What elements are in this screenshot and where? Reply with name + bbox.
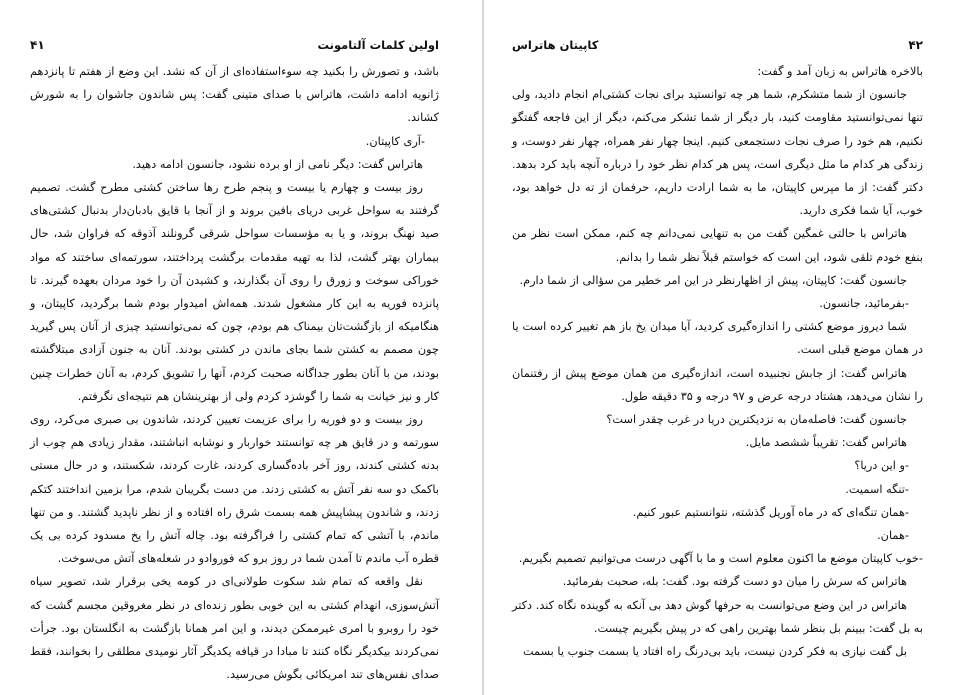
paragraph: هاتراس گفت: دیگر نامی از او برده نشود، جانسون ادامه دهید. bbox=[132, 157, 423, 171]
paragraph: جانسون گفت: کاپیتان، پیش از اظهارنظر در این امر خطیر من سؤالی از شما دارم. bbox=[519, 273, 907, 287]
right-page-body bbox=[512, 60, 923, 663]
right-page-running-title: کاپیتان هاتراس bbox=[512, 38, 599, 52]
paragraph: بل گفت نیازی به فکر کردن نیست، باید بی‌درنگ راه افتاد یا بسمت جنوب یا بسمت bbox=[522, 645, 907, 659]
paragraph: جانسون گفت: فاصله‌مان به نزدیکترین دریا در غرب چقدر است؟ bbox=[606, 413, 907, 427]
paragraph: بالاخره هاتراس به زبان آمد و گفت: bbox=[757, 65, 923, 78]
paragraph: هاتراس گفت: از جابش نجنبیده است، اندازه‌گیری من همان موضع پیش از رفتنمان را نشان می‌دهد، هشتاد درجه عرض و ۹۷ درجه و ۳۵ دقیقه طول. bbox=[512, 366, 923, 403]
dialogue-line: -همان تنگه‌ای که در ماه آوریل گذشته، نتوانستیم عبور کنیم. bbox=[632, 505, 909, 519]
paragraph: هاتراس با حالتی غمگین گفت من به تنهایی نمی‌دانم چه کنم، ممکن است نظر من بنفع خودم تلقی شود، این است که خواستم قبلاً نظر شما را بدانم. bbox=[512, 227, 923, 264]
paragraph: شما دیروز موضع کشتی را اندازه‌گیری کردید، آیا میدان یخ باز هم تغییر کرده است یا در همان موضع قبلی است. bbox=[512, 320, 923, 357]
right-page-number: ۴۲ bbox=[908, 38, 923, 52]
paragraph: نقل واقعه که تمام شد سکوت طولانی‌ای در کومه یخی برقرار شد، تصویر سیاه آتش‌سوزی، انهدام کشتی به این خوبی بطور زنده‌ای در نظر مغروقین مجسم گشت که خود را روبرو با امری غیرممکن دیدند، و این امر همانا بازگشت به انگلستان بود. جرأت نمی‌کردند بیکدیگر نگاه کنند تا مبادا در قیافه یکدیگر آثار نومیدی مطلقی را بخوانند، فقط صدای نفس‌های تند امریکائی بگوش می‌رسید. bbox=[30, 575, 439, 682]
paragraph: روز بیست و چهارم یا بیست و پنجم طرح رها ساختن کشتی مطرح گشت. تصمیم گرفتند به سواحل غربی دریای بافین بروند و از آنجا با قایق بادبان‌دار بدنبال کشتی‌های صید نهنگ بروند، و یا به مؤسسات سواحل شرقی گرونلند آذوقه که فراوان شد، حال بیماران بهتر گشت، لذا به تهیه مقدمات برگشت پرداختند، سورتمه‌ای ساختند که مواد خوراکی سوخت و زورق را روی آن بگذارند، و کشیدن آن را خود مردان بعهده گیرند. تا پانزده فوریه به این کار مشغول شدند. همه‌اش امیدوار بودم شما برگردید، کاپیتان، و هنگامیکه از بازگشت‌تان بیمناک هم بودم، چون که نمی‌توانستید چیزی از آنان پس گیرید چون مصمم به کشتن شما بجای ماندن در کشتی بودند. آنان به جنون آزادی مبتلاگشته بودند، من با آنان بطور جداگانه صحبت کردم، آنها را تشویق کردم، به آنان خطرات چنین کار و نیز خیانت به شما را گوشزد کردم ولی از بهترینشان هم نتیجه‌ای نگرفتم. bbox=[30, 181, 439, 403]
dialogue-line: -همان. bbox=[877, 529, 909, 543]
right-page bbox=[484, 0, 965, 695]
left-page-number: ۴۱ bbox=[30, 38, 45, 52]
paragraph: هاتراس که سرش را میان دو دست گرفته بود. گفت: بله، صحبت بفرمائید. bbox=[562, 575, 907, 589]
paragraph: -خوب کاپیتان موضع ما اکنون معلوم است و ما با آگهی درست می‌توانیم تصمیم بگیریم. bbox=[518, 552, 923, 566]
left-page-header bbox=[30, 38, 439, 60]
left-page-body bbox=[30, 60, 439, 686]
dialogue-line: -آری کاپیتان. bbox=[365, 134, 425, 148]
paragraph: باشد، و تصورش را بکنید چه سوءاستفاده‌ای از آن که نشد. این وضع از هفتم تا پانزدهم ژانویه ادامه داشت، هاتراس با صدای متینی گفت: پس شاندون جاشوان را به شورش کشاند. bbox=[30, 65, 439, 125]
left-page-running-title: اولین کلمات آلتامونت bbox=[317, 38, 439, 52]
paragraph: هاتراس در این وضع می‌توانست به حرفها گوش دهد بی آنکه به گوینده نگاه کند. دکتر به بل گفت: ببینم بل بنظر شما بهترین راهی که در پیش بگیریم چیست. bbox=[512, 598, 923, 635]
paragraph: روز بیست و دو فوریه را برای عزیمت تعیین کردند، شاندون بی صبری می‌کرد، روی سورتمه و در قایق هر چه توانستند خواربار و نوشابه انباشتند، مقدار زیادی هم چوب از بدنه کشتی کندند، روز آخر باده‌گساری کردند، غارت کردند، شکستند، و در حال مستی باکمک دو سه نفر آتش به کشتی زدند. من دست بگریبان شدم، مرا بزمین انداختند کتکم زدند، و شاندون پیشاپیش همه بسمت شرق راه افتاده و از نظر ناپدید گشتند. و من تنها ماندم، با آتشی که تمام کشتی را فراگرفته بود. چاله آتش را یخ مسدود کرده بی یک قطره آب ماندم تا آمدن شما در روز برو که فوروادو در شعله‌های آتش می‌سوخت. bbox=[30, 413, 439, 566]
dialogue-line: -تنگه اسمیت. bbox=[845, 482, 909, 496]
dialogue-line: -بفرمائید، جانسون. bbox=[819, 297, 909, 311]
paragraph: هاتراس گفت: تقریباً ششصد مایل. bbox=[745, 436, 907, 450]
dialogue-line: -و این دریا؟ bbox=[854, 459, 909, 473]
right-page-header bbox=[512, 38, 923, 60]
paragraph: جانسون از شما متشکرم، شما هر چه توانستید برای نجات کشتی‌ام انجام دادید، ولی تنها نمی‌توانستید مقاومت کنید، بار دیگر از شما تشکر می‌کنم، دیگر از این فاجعه گفتگو نکنیم، هم خود را صرف نجات دستجمعی کنیم. اینجا چهار نفر همراه، چهار نفر دوست، و زندگی هر کدام ما مثل دیگری است، پس هر کدام نظر خود را درباره آنچه باید کرد بدهد. دکتر گفت: از ما مپرس کاپیتان، ما به شما ارادت داریم، حرفمان از ته دل خواهد بود، خوب، آیا شما فکری دارید. bbox=[512, 88, 923, 218]
